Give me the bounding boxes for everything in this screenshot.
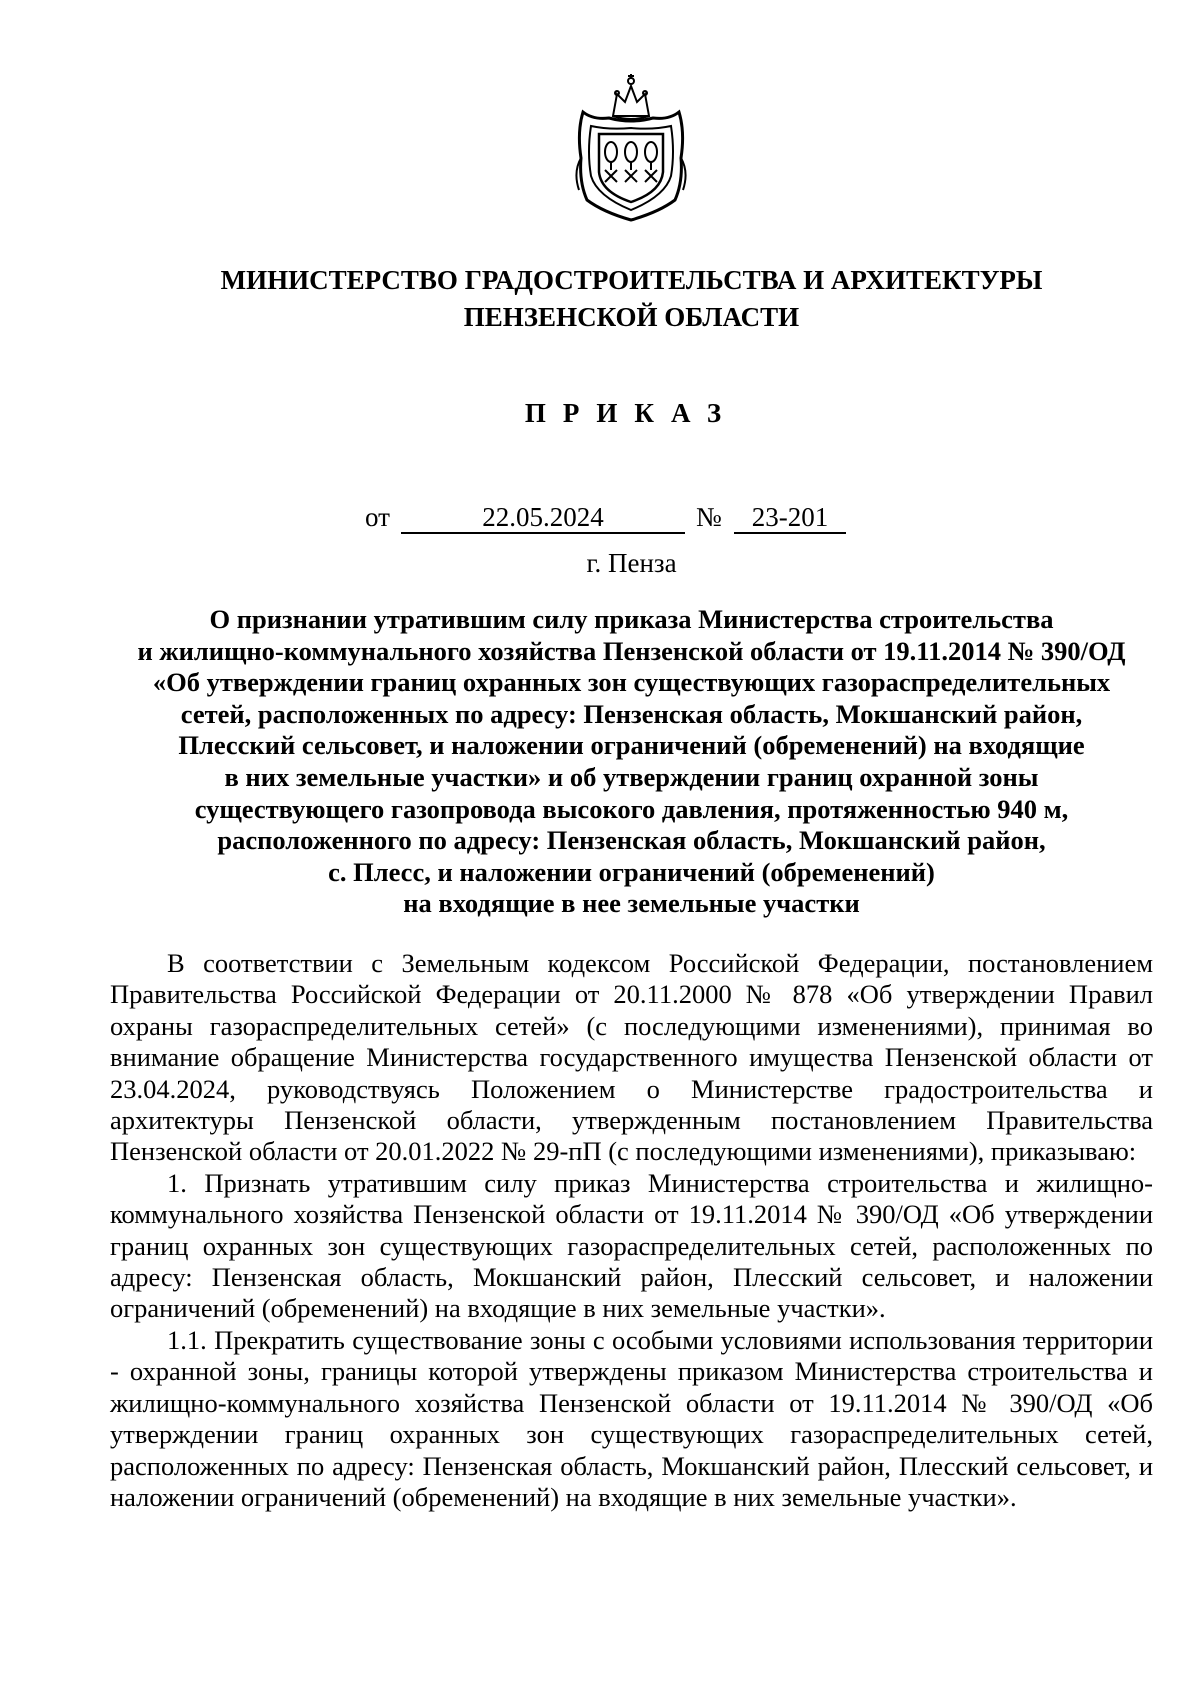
subject-line: существующего газопровода высокого давления, протяженностью 940 м, [194, 793, 1069, 824]
penza-region-coat-of-arms-icon [573, 72, 689, 224]
subject-line: с. Плесс, и наложении ограничений (обременений) [328, 856, 935, 887]
subject-line: и жилищно-коммунального хозяйства Пензенской области от 19.11.2014 № 390/ОД [137, 635, 1126, 666]
item-1-1-paragraph: 1.1. Прекратить существование зоны с особыми условиями использования территории - охранной зоны, границы которой утверждены приказом Министерства строительства и жилищно-коммунального хозяйства Пензенской области от 19.11.2014 № 390/ОД «Об утверждении границ охранных зон существующих газораспределительных сетей, расположенных по адресу: Пензенская область, Мокшанский район, Плесский сельсовет, и наложении ограничений (обременений) на входящие в них земельные участки». [110, 1324, 1153, 1512]
ministry-name [110, 262, 1153, 336]
subject-line: сетей, расположенных по адресу: Пензенская область, Мокшанский район, [180, 698, 1083, 729]
date-underline [401, 532, 685, 534]
subject-line: «Об утверждении границ охранных зон существующих газораспределительных [152, 667, 1111, 698]
date-number-line [365, 500, 905, 536]
subject-line: в них земельные участки» и об утверждении границ охранной зоны [224, 761, 1039, 792]
document-type-title: ПРИКАЗ [524, 398, 739, 428]
number-underline [734, 532, 846, 534]
subject-line: О признании утратившим силу приказа Министерства строительства [209, 604, 1054, 634]
subject-line: расположенного по адресу: Пензенская область, Мокшанский район, [217, 825, 1046, 856]
document-date: 22.05.2024 [482, 502, 604, 532]
subject-line: Плесский сельсовет, и наложении ограничений (обременений) на входящие [178, 730, 1085, 761]
document-body [110, 948, 1153, 1513]
date-prefix: от [365, 502, 390, 532]
document-number: 23-201 [751, 502, 829, 532]
preamble-paragraph: В соответствии с Земельным кодексом Российской Федерации, постановлением Правительства Российской Федерации от 20.11.2000 № 878 «Об утверждении Правил охраны газораспределительных сетей» (с последующими изменениями), принимая во внимание обращение Министерства государственного имущества Пензенской области от 23.04.2024, руководствуясь Положением о Министерстве градостроительства и архитектуры Пензенской области, утвержденным постановлением Правительства Пензенской области от 20.01.2022 № 29-пП (с последующими изменениями), приказываю: [110, 948, 1153, 1167]
city-name: г. Пенза [586, 548, 677, 578]
item-1-paragraph: 1. Признать утратившим силу приказ Министерства строительства и жилищно-коммунального хозяйства Пензенской области от 19.11.2014 № 390/ОД «Об утверждении границ охранных зон существующих газораспределительных сетей, расположенных по адресу: Пензенская область, Мокшанский район, Плесский сельсовет, и наложении ограничений (обременений) на входящие в них земельные участки». [110, 1167, 1153, 1324]
subject-line: на входящие в нее земельные участки [403, 888, 860, 919]
ministry-name-line1: МИНИСТЕРСТВО ГРАДОСТРОИТЕЛЬСТВА И АРХИТЕКТУРЫ [220, 265, 1043, 295]
document-subject [110, 604, 1153, 920]
number-prefix: № [696, 502, 722, 532]
ministry-name-line2: ПЕНЗЕНСКОЙ ОБЛАСТИ [463, 302, 800, 332]
